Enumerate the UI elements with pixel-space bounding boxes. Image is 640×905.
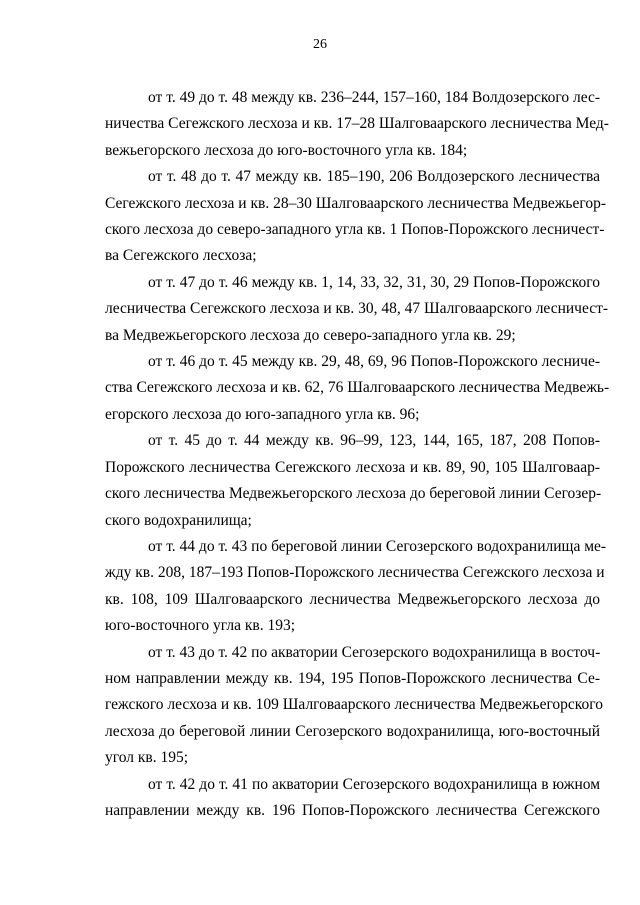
text-line: Порожского лесничества Сегежского лесхоза и кв. 89, 90, 105 Шалговаар-	[105, 458, 600, 476]
text-line: ства Сегежского лесхоза и кв. 62, 76 Шалговаарского лесничества Медвежь-	[105, 379, 610, 397]
paragraph	[105, 640, 604, 772]
text-line: от т. 45 до т. 44 между кв. 96–99, 123, 144, 165, 187, 208 Попов-	[148, 432, 600, 450]
text-line: юго-восточного угла кв. 193;	[105, 617, 296, 635]
paragraph	[105, 85, 609, 164]
text-line: ского лесничества Медвежьегорского лесхоза до береговой линии Сегозер-	[105, 485, 602, 503]
text-line: гежского лесхоза и кв. 109 Шалговаарского лесничества Медвежьегорского	[105, 696, 604, 714]
page-number: 26	[313, 37, 327, 52]
paragraph	[105, 349, 610, 428]
text-line: от т. 44 до т. 43 по береговой линии Сегозерского водохранилища ме-	[148, 537, 607, 555]
text-line: от т. 46 до т. 45 между кв. 29, 48, 69, 96 Попов-Порожского лесниче-	[148, 353, 600, 371]
paragraph	[105, 270, 609, 349]
text-line: лесхоза до береговой линии Сегозерского водохранилища, юго-восточный	[105, 722, 600, 740]
text-line: направлении между кв. 196 Попов-Порожского лесничества Сегежского	[105, 801, 600, 819]
text-line: кв. 108, 109 Шалговаарского лесничества Медвежьегорского лесхоза до	[105, 590, 600, 608]
text-line: от т. 47 до т. 46 между кв. 1, 14, 33, 32, 31, 30, 29 Попов-Порожского	[148, 273, 600, 291]
text-line: ва Сегежского лесхоза;	[105, 247, 257, 265]
paragraph	[105, 164, 606, 270]
text-line: ского водохранилища;	[105, 511, 252, 529]
text-line: лесничества Сегежского лесхоза и кв. 30, 48, 47 Шалговаарского лесничест-	[105, 300, 609, 318]
text-line: Сегежского лесхоза и кв. 28–30 Шалговаарского лесничества Медвежьегор-	[105, 194, 606, 212]
text-line: егорского лесхоза до юго-западного угла кв. 96;	[105, 405, 420, 423]
text-line: от т. 49 до т. 48 между кв. 236–244, 157–160, 184 Волдозерского лес-	[148, 89, 600, 106]
text-line: ва Медвежьегорского лесхоза до северо-западного угла кв. 29;	[105, 326, 516, 344]
text-line: жду кв. 208, 187–193 Попов-Порожского лесничества Сегежского лесхоза и	[105, 564, 605, 582]
paragraph	[105, 534, 607, 640]
text-line: угол кв. 195;	[105, 749, 189, 767]
paragraph	[105, 772, 600, 825]
text-line: ничества Сегежского лесхоза и кв. 17–28 Шалговаарского лесничества Мед-	[105, 115, 609, 133]
document-body	[105, 85, 610, 824]
text-line: ского лесхоза до северо-западного угла кв. 1 Попов-Порожского лесничест-	[105, 221, 605, 239]
text-line: вежьегорского лесхоза до юго-восточного угла кв. 184;	[105, 141, 468, 159]
text-line: от т. 43 до т. 42 по акватории Сегозерского водохранилища в восточ-	[148, 643, 601, 661]
text-line: от т. 42 до т. 41 по акватории Сегозерского водохранилища в южном	[148, 775, 600, 793]
text-line: ном направлении между кв. 194, 195 Попов-Порожского лесничества Се-	[105, 669, 600, 687]
paragraph	[105, 428, 600, 534]
text-line: от т. 48 до т. 47 между кв. 185–190, 206 Волдозерского лесничества	[148, 168, 600, 186]
